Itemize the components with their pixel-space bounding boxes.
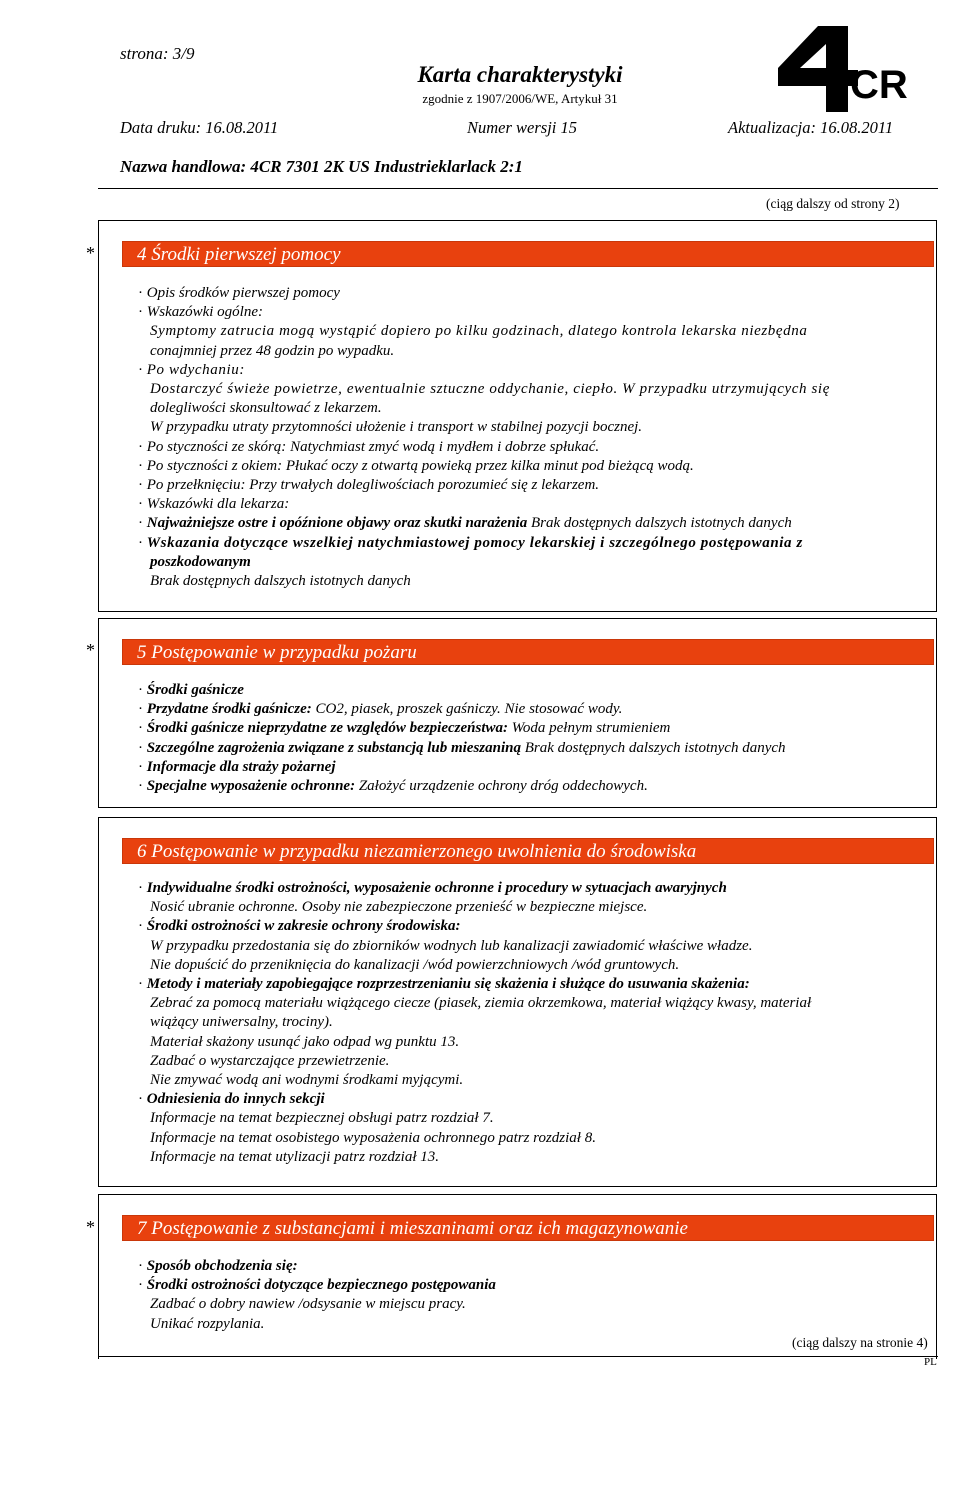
change-marker: * [86,243,95,263]
list-item: · Przydatne środki gaśnicze: CO2, piasek, proszek gaśniczy. Nie stosować wody. [138,701,623,718]
list-item: · Wskazówki dla lekarza: [138,496,290,513]
continued-to: (ciąg dalszy na stronie 4) [792,1335,928,1350]
paragraph: W przypadku przedostania się do zbiorników wodnych lub kanalizacji zawiadomić właściwe władze. [150,937,753,954]
section-7-header: 7 Postępowanie z substancjami i mieszaninami oraz ich magazynowanie [122,1215,934,1241]
list-item: · Opis środków pierwszej pomocy [138,285,340,301]
footer-divider [98,1356,938,1357]
page-number: strona: 3/9 [120,44,195,63]
update-date: Aktualizacja: 16.08.2011 [728,118,894,137]
language-code: PL [924,1356,937,1368]
paragraph: Dostarczyć świeże powietrze, ewentualnie sztuczne oddychanie, ciepło. W przypadku utrzymujących się [150,381,830,398]
list-item: · Wskazania dotyczące wszelkiej natychmiastowej pomocy lekarskiej i szczególnego postępowania z [138,534,803,551]
list-item: · Wskazówki ogólne: [138,304,263,321]
header-divider [98,188,938,189]
company-logo [778,26,926,112]
paragraph: Zadbać o wystarczające przewietrzenie. [150,1052,390,1069]
svg-text:CR: CR [850,63,908,107]
print-date: Data druku: 16.08.2011 [120,118,279,137]
paragraph: Symptomy zatrucia mogą wystąpić dopiero po kilku godzinach, dlatego kontrola lekarska niezbędna [150,323,808,340]
paragraph: Nie dopuścić do przeniknięcia do kanalizacji /wód powierzchniowych /wód gruntowych. [150,956,680,973]
section-5-header: 5 Postępowanie w przypadku pożaru [122,639,934,665]
list-item: · Szczególne zagrożenia związane z substancją lub mieszaniną Brak dostępnych dalszych istotnych danych [138,739,786,756]
list-item: · Odniesienia do innych sekcji [138,1091,325,1108]
paragraph: Informacje na temat utylizacji patrz rozdział 13. [150,1148,440,1165]
paragraph: wiążący uniwersalny, trociny). [150,1014,333,1031]
list-item: · Specjalne wyposażenie ochronne: Założyć urządzenie ochrony dróg oddechowych. [138,778,648,795]
document-subtitle: zgodnie z 1907/2006/WE, Artykuł 31 [422,91,618,106]
section-4-header: 4 Środki pierwszej pomocy [122,241,934,267]
list-item: · Środki gaśnicze [138,682,244,698]
paragraph: Materiał skażony usunąć jako odpad wg punktu 13. [150,1033,460,1050]
change-marker: * [86,640,95,660]
list-item: · Indywidualne środki ostrożności, wyposażenie ochronne i procedury w sytuacjach awaryjnych [138,880,727,896]
list-item: · Środki gaśnicze nieprzydatne ze względów bezpieczeństwa: Woda pełnym strumieniem [138,720,671,737]
paragraph: Informacje na temat osobistego wyposażenia ochronnego patrz rozdział 8. [150,1129,596,1146]
document-title: Karta charakterystyki [417,62,623,87]
section-7-content [138,1257,938,1334]
paragraph: Unikać rozpylania. [150,1315,265,1332]
section-6-header: 6 Postępowanie w przypadku niezamierzonego uwolnienia do środowiska [122,838,934,864]
list-item: · Sposób obchodzenia się: [138,1258,298,1274]
list-item: · Metody i materiały zapobiegające rozprzestrzenianiu się skażenia i służące do usuwania skażenia: [138,976,750,993]
version-number: Numer wersji 15 [467,118,578,137]
list-item: · Środki ostrożności dotyczące bezpiecznego postępowania [138,1277,496,1294]
paragraph: Nosić ubranie ochronne. Osoby nie zabezpieczone przenieść w bezpieczne miejsce. [150,899,648,916]
list-item: · Środki ostrożności w zakresie ochrony środowiska: [138,918,461,935]
paragraph: Brak dostępnych dalszych istotnych danych [150,573,411,590]
paragraph: Zebrać za pomocą materiału wiążącego ciecze (piasek, ziemia okrzemkowa, materiał wiążący kwasy, materiał [150,995,812,1012]
paragraph: Informacje na temat bezpiecznej obsługi patrz rozdział 7. [150,1110,494,1127]
list-item: · Po styczności ze skórą: Natychmiast zmyć wodą i mydłem i dobrze spłukać. [138,438,600,455]
list-item: · Najważniejsze ostre i opóźnione objawy oraz skutki narażenia Brak dostępnych dalszych istotnych danych [138,515,792,532]
paragraph: conajmniej przez 48 godzin po wypadku. [150,342,395,359]
paragraph: poszkodowanym [150,553,251,570]
list-item: · Informacje dla straży pożarnej [138,758,336,775]
section-6-content [138,879,938,1167]
continued-from: (ciąg dalszy od strony 2) [766,196,900,211]
trade-name: Nazwa handlowa: 4CR 7301 2K US Industrieklarlack 2:1 [120,157,523,176]
list-item: · Po wdychaniu: [138,361,245,378]
section-5-content [138,681,938,796]
list-item: · Po przełknięciu: Przy trwałych dolegliwościach porozumieć się z lekarzem. [138,477,600,494]
paragraph: Nie zmywać wodą ani wodnymi środkami myjącymi. [150,1072,464,1089]
paragraph: W przypadku utraty przytomności ułożenie i transport w stabilnej pozycji bocznej. [150,419,643,436]
list-item: · Po styczności z okiem: Płukać oczy z otwartą powieką przez kilka minut pod bieżącą wodą. [138,457,694,474]
section-4-content [138,284,938,591]
paragraph: dolegliwości skonsultować z lekarzem. [150,400,382,417]
change-marker: * [86,1217,95,1237]
paragraph: Zadbać o dobry nawiew /odsysanie w miejscu pracy. [150,1296,466,1313]
